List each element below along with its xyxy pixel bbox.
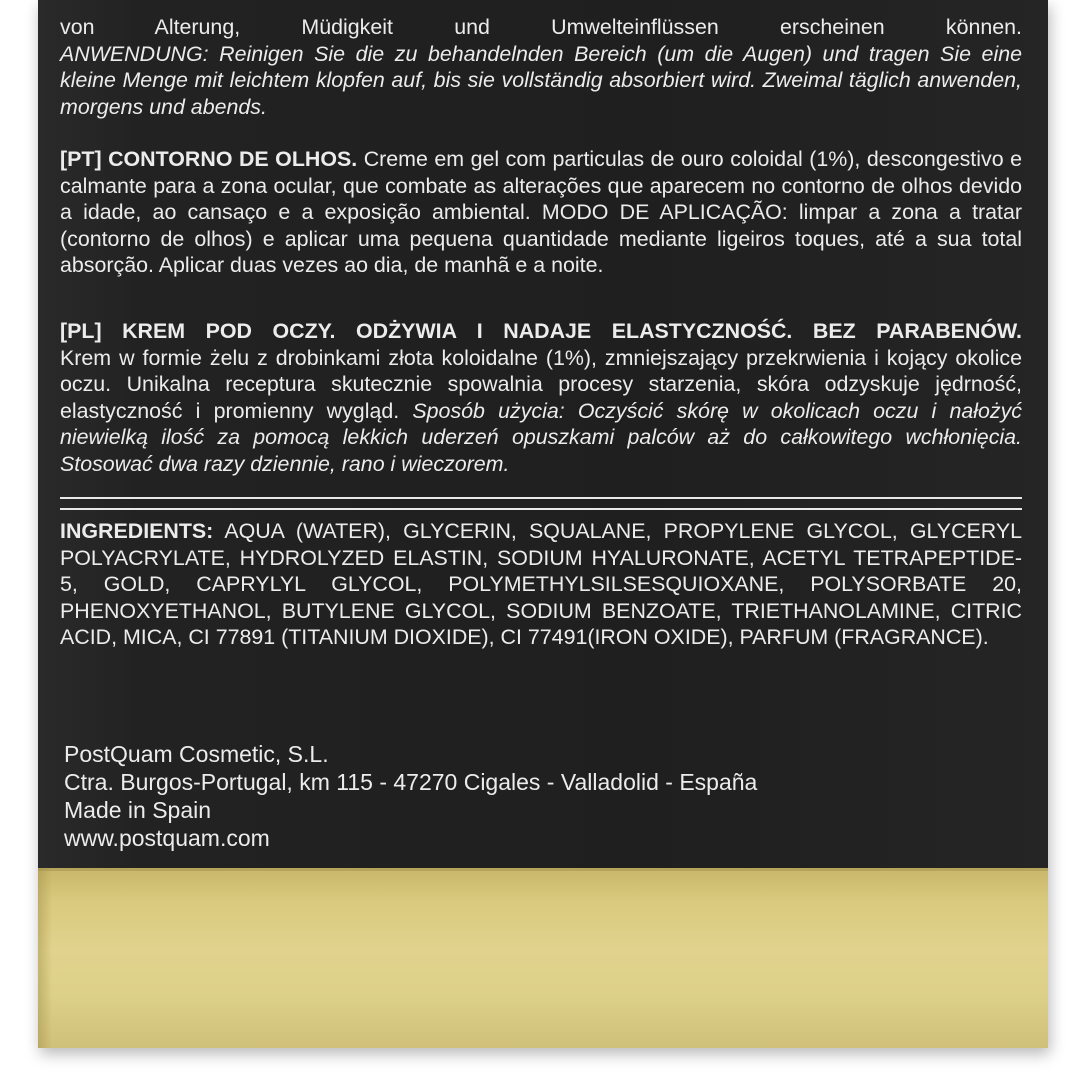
de-usage: ANWENDUNG: Reinigen Sie die zu behandelnden Bereich (um die Augen) und tragen Sie eine kleine Menge mit leichtem klopfen auf, bis sie vollständig absorbiert wird. Zweimal täglich anwenden, morgens und abends. (60, 41, 1022, 119)
company-address: Ctra. Burgos-Portugal, km 115 - 47270 Cigales - Valladolid - España (64, 769, 758, 795)
ingredients-list: AQUA (WATER), GLYCERIN, SQUALANE, PROPYLENE GLYCOL, GLYCERYL POLYACRYLATE, HYDROLYZED ELASTIN, SODIUM HYALURONATE, ACETYL TETRAPEPTIDE-5, GOLD, CAPRYLYL GLYCOL, POLYMETHYLSILSESQUIOXANE, POLYSORBATE 20, PHENOXYETHANOL, BUTYLENE GLYCOL, SODIUM BENZOATE, TRIETHANOLAMINE, CITRIC ACID, MICA, CI 77891 (TITANIUM DIOXIDE), CI 77491(IRON OXIDE), PARFUM (FRAGRANCE). (60, 519, 1023, 650)
divider-top (60, 497, 1022, 499)
ingredients-paragraph (60, 518, 1022, 651)
ingredients-label: INGREDIENTS: (60, 519, 214, 543)
pt-body: Creme em gel com particulas de ouro coloidal (1%), descongestivo e calmante para a zona ocular, que combate as alterações que aparecem no contorno de olhos devido a idade, ao cansaço e a exposição ambiental. MODO DE APLICAÇÃO: limpar a zona a tratar (contorno de olhos) e aplicar uma pequena quantidade mediante ligeiros toques, até a sua total absorção. Aplicar duas vezes ao dia, de manhã e a noite. (60, 147, 1022, 278)
de-intro-line: von Alterung, Müdigkeit und Umwelteinflüssen erscheinen können. (60, 15, 1022, 39)
divider-bottom (60, 508, 1022, 510)
pt-heading: [PT] CONTORNO DE OLHOS. (60, 147, 358, 171)
company-origin: Made in Spain (64, 797, 212, 823)
pl-heading: [PL] KREM POD OCZY. ODŻYWIA I NADAJE ELASTYCZNOŚĆ. BEZ PARABENÓW. (60, 319, 1022, 343)
pl-paragraph (60, 345, 1022, 478)
company-name: PostQuam Cosmetic, S.L. (64, 741, 329, 767)
pl-body: Krem w formie żelu z drobinkami złota koloidalne (1%), zmniejszający przekrwienia i kojący okolice oczu. Unikalna receptura skutecznie spowalnia procesy starzenia, skóra odzyskuje jędrność, elastyczność i promienny wygląd. (60, 345, 1022, 423)
pt-paragraph (60, 146, 1022, 279)
de-section (60, 14, 1022, 120)
pl-section (60, 318, 1022, 478)
company-website: www.postquam.com (64, 825, 270, 851)
ingredients-section (60, 518, 1022, 651)
pl-usage: Sposób użycia: Oczyścić skórę w okolicach oczu i nałożyć niewielką ilość za pomocą lekkich uderzeń opuszkami palców aż do całkowitego wchłonięcia. Stosować dwa razy dziennie, rano i wieczorem. (60, 398, 1023, 476)
company-info (64, 740, 757, 852)
gold-band (38, 868, 1048, 1048)
pt-section (60, 146, 1022, 279)
